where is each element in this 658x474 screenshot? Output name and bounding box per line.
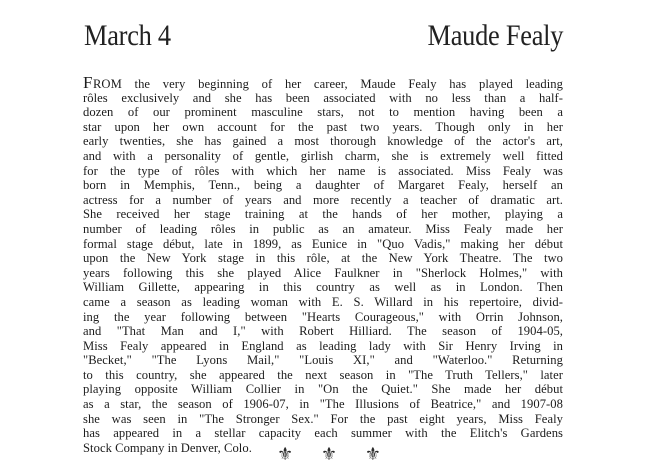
header-subject-name: Maude Fealy: [427, 19, 563, 52]
text-line: "Becket," "The Lyons Mail," "Louis XI," and "Waterloo." Returning: [83, 353, 563, 368]
text-line: Miss Fealy appeared in England as leading lady with Sir Henry Irving in: [83, 338, 563, 353]
text-line: playing opposite William Collier in "On the Quiet." She made her début: [83, 382, 563, 397]
text-line: and "That Man and I," with Robert Hilliard. The season of 1904-05,: [83, 324, 563, 339]
fleur-de-lis-icon: ⚜: [277, 444, 294, 465]
text-line: dozen of our prominent masculine stars, not to mention having been a: [83, 105, 563, 120]
text-line: born in Memphis, Tenn., being a daughter of Margaret Fealy, herself an: [83, 178, 563, 193]
text-line: early twenties, she has gained a most thorough knowledge of the actor's art,: [83, 134, 563, 149]
fleuron-ornament-row: [0, 444, 658, 465]
text-line: star upon her own account for the past two years. Though only in her: [83, 119, 563, 134]
text-line: actress for a number of years and more recently a teacher of dramatic art.: [83, 192, 563, 207]
text-line: and with a personality of gentle, girlish charm, she is extremely well fitted: [83, 148, 563, 163]
text-line: has appeared in a stellar capacity each summer with the Elitch's Gardens: [83, 426, 563, 441]
text-line: ing the year following between "Hearts Courageous," with Orrin Johnson,: [83, 309, 563, 324]
page-header: [84, 18, 563, 60]
text-line: she was seen in "The Stronger Sex." For the past eight years, Miss Fealy: [83, 411, 563, 426]
text-line: came a season as leading woman with E. S. Willard in his repertoire, divid-: [83, 294, 563, 309]
text-line: FROM the very beginning of her career, Maude Fealy has played leading: [83, 73, 563, 92]
text-line: rôles exclusively and she has been associated with no less than a half-: [83, 90, 563, 105]
text-line: formal stage début, late in 1899, as Eunice in "Quo Vadis," making her début: [83, 236, 563, 251]
drop-cap: F: [83, 73, 93, 92]
text-line: years following this she played Alice Faulkner in "Sherlock Holmes," with: [83, 265, 563, 280]
text-line-final: Stock Company in Denver, Colo.: [83, 440, 252, 455]
text-line: number of leading rôles in public as an amateur. Miss Fealy made her: [83, 221, 563, 236]
text-line: for the type of rôles with which her name is associated. Miss Fealy was: [83, 163, 563, 178]
text-line: as a star, the season of 1906-07, in "The Illusions of Beatrice," and 1907-08: [83, 397, 563, 412]
fleur-de-lis-icon: ⚜: [364, 444, 381, 465]
text-line: She received her stage training at the hands of her mother, playing a: [83, 207, 563, 222]
text-line: to this country, she appeared the next season in "The Truth Tellers," later: [83, 367, 563, 382]
fleur-de-lis-icon: ⚜: [320, 444, 338, 465]
header-date: March 4: [84, 19, 171, 52]
article-body: [83, 73, 563, 455]
article-paragraph: [83, 73, 563, 455]
text-line: William Gillette, appearing in this country as well as in London. Then: [83, 280, 563, 295]
text-line: upon the New York stage in this rôle, at the New York Theatre. The two: [83, 251, 563, 266]
